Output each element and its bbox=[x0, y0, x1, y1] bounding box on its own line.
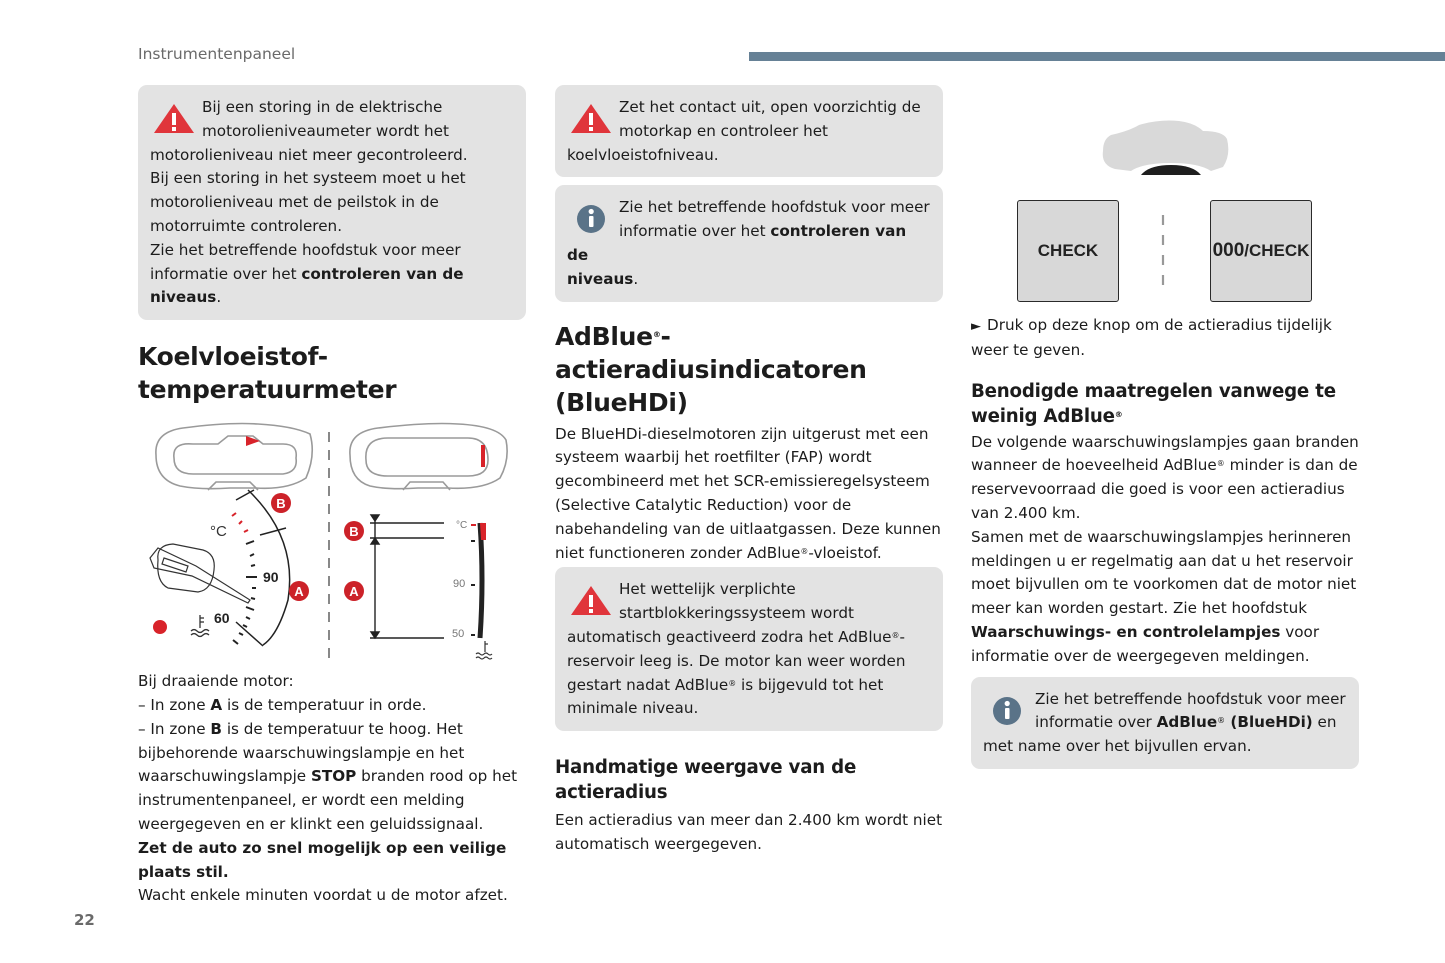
warning-box-oil-level bbox=[138, 85, 526, 320]
info-text-line1: Zie het betreffende hoofdstuk voor meer bbox=[1035, 689, 1346, 708]
info-text: informatie over bbox=[1035, 713, 1157, 732]
text: De BlueHDi-dieselmotoren zijn uitgerust met een systeem waarbij het roetfilter (FAP) wordt gecombineerd met het SCR-emissieregelsysteem (Selective Catalytic Reduction) voor de nabehandeling van de uitlaatgassen. Deze kunnen niet functioneren zonder AdBlue bbox=[555, 424, 941, 562]
info-text: . bbox=[633, 269, 639, 288]
text: minder is dan de reservevoorraad die goed is voor een actieradius van 2.400 km. bbox=[971, 456, 1358, 522]
zone-b-label: B bbox=[349, 524, 359, 540]
text: . bbox=[216, 288, 222, 307]
registered-mark: ® bbox=[800, 546, 809, 556]
heading-line: temperatuurmeter bbox=[138, 375, 397, 405]
check-button[interactable] bbox=[1017, 200, 1119, 302]
odometer-check-button[interactable] bbox=[1210, 200, 1312, 302]
zone-b-label: B bbox=[276, 496, 286, 512]
section-heading-coolant bbox=[138, 340, 526, 406]
text: is de temperatuur in orde. bbox=[222, 695, 427, 714]
info-text: en bbox=[1312, 713, 1337, 732]
low-adblue-paragraph-2 bbox=[971, 526, 1359, 669]
registered-mark: ® bbox=[652, 329, 661, 339]
cross-reference-link: (BlueHDi) bbox=[1225, 713, 1313, 732]
info-box-adblue bbox=[971, 677, 1359, 769]
odometer-reset-label: 000 bbox=[1212, 240, 1245, 261]
zone-label: B bbox=[210, 719, 222, 738]
text: -vloeistof. bbox=[808, 543, 882, 562]
registered-mark: ® bbox=[1114, 409, 1123, 419]
warning-text-line1: Zet het contact uit, open voorzichtig de bbox=[619, 98, 921, 116]
section-heading-adblue bbox=[555, 320, 943, 419]
running-header: Instrumentenpaneel bbox=[138, 45, 296, 63]
cross-reference-link: controleren van de niveaus bbox=[150, 264, 464, 307]
coolant-temperature-icon bbox=[476, 641, 492, 659]
registered-mark: ® bbox=[728, 678, 737, 688]
divider-dashed bbox=[1160, 215, 1166, 285]
gauge-label-90: 90 bbox=[263, 569, 279, 586]
right-scale-bar bbox=[471, 523, 486, 638]
coolant-temperature-icon bbox=[191, 615, 209, 637]
step-text: Druk op deze knop om de actieradius tijdelijk weer te geven. bbox=[971, 316, 1332, 359]
adblue-intro-paragraph bbox=[555, 423, 943, 566]
car-dashboard-silhouette-icon bbox=[1099, 117, 1239, 177]
right-scale-50: 50 bbox=[452, 628, 465, 641]
warning-text-rest: motorolieniveau niet meer gecontroleerd. bbox=[150, 145, 468, 164]
registered-mark: ® bbox=[1217, 716, 1226, 726]
column-2 bbox=[555, 85, 943, 857]
dashboard-outline-left bbox=[156, 424, 312, 491]
warning-text: automatisch geactiveerd zodra het AdBlue bbox=[567, 627, 892, 646]
check-button-diagram bbox=[971, 85, 1359, 305]
step-bullet-icon: ► bbox=[971, 319, 981, 334]
warning-text-line1: Bij een storing in de elektrische bbox=[202, 98, 443, 116]
coolant-body bbox=[138, 670, 526, 908]
zone-a-badge-left bbox=[289, 581, 309, 601]
heading-text: Benodigde maatregelen vanwege te weinig AdBlue bbox=[971, 380, 1336, 427]
subheading-manual-range: Handmatige weergave van de actieradius bbox=[555, 757, 857, 804]
heading-line: AdBlue bbox=[555, 321, 653, 351]
zone-a-label: A bbox=[294, 584, 304, 600]
page-number: 22 bbox=[74, 911, 95, 929]
red-pointer-marker bbox=[246, 436, 260, 446]
red-level-bar bbox=[481, 445, 485, 467]
check-button-label: CHECK bbox=[1037, 241, 1099, 260]
warning-text-p3 bbox=[150, 241, 464, 307]
registered-mark: ® bbox=[1216, 459, 1225, 469]
right-scale-celsius: °C bbox=[456, 520, 468, 532]
zone-b-badge-left bbox=[271, 493, 291, 513]
stop-label: STOP bbox=[310, 767, 357, 786]
cross-reference-link: Waarschuwings- en controlelampjes bbox=[971, 622, 1281, 641]
zone-label: A bbox=[210, 695, 223, 714]
info-circle-icon bbox=[569, 202, 613, 234]
text: Zie het betreffende hoofdstuk voor meer informatie over het bbox=[150, 240, 461, 283]
subheading-low-adblue bbox=[971, 379, 1359, 429]
warning-text: -reservoir leeg is. De motor kan weer worden gestart nadat AdBlue bbox=[567, 627, 906, 694]
text: – In zone bbox=[138, 695, 211, 714]
text: Samen met de waarschuwingslampjes herinneren meldingen u er regelmatig aan dat u het reservoir moet bijvullen om te voorkomen dat de motor niet meer kan worden gestart. Zie het hoofdstuk bbox=[971, 527, 1357, 618]
safety-instruction: Zet de auto zo snel mogelijk op een veilige plaats stil. bbox=[138, 838, 507, 881]
info-text: informatie over het bbox=[619, 222, 771, 241]
info-circle-icon bbox=[985, 694, 1029, 726]
gauge-label-celsius: °C bbox=[210, 523, 227, 541]
right-scale-90: 90 bbox=[453, 578, 466, 591]
warning-box-coolant-level bbox=[555, 85, 943, 177]
heading-line: - bbox=[660, 321, 671, 351]
odometer-check-label bbox=[1213, 240, 1310, 262]
cross-reference-link: controleren van de bbox=[567, 222, 907, 264]
red-dot-icon bbox=[153, 620, 167, 634]
cross-reference-link: niveaus bbox=[567, 269, 634, 288]
header-accent-bar bbox=[749, 52, 1445, 61]
gauge-ticks bbox=[233, 541, 257, 644]
heading-line: (BlueHDi) bbox=[555, 387, 688, 417]
warning-text-line1: Het wettelijk verplichte bbox=[619, 580, 796, 599]
text: voor informatie over de weergegeven meldingen. bbox=[971, 622, 1320, 665]
range-lines-right bbox=[370, 515, 444, 638]
text: – In zone bbox=[138, 719, 211, 738]
closing-text: Wacht enkele minuten voordat u de motor afzet. bbox=[138, 886, 508, 905]
heading-line: Koelvloeistof- bbox=[138, 342, 328, 372]
warning-text-rest: koelvloeistofniveau. bbox=[567, 145, 719, 164]
zone-a-badge-right bbox=[344, 581, 364, 601]
info-box-levels bbox=[555, 185, 943, 301]
list-item-zone-b bbox=[138, 720, 517, 833]
gauge-arc-left bbox=[236, 490, 290, 646]
zone-b-badge-right bbox=[344, 521, 364, 541]
zone-a-label: A bbox=[349, 584, 359, 600]
warning-triangle-icon bbox=[569, 102, 613, 134]
step-instruction bbox=[971, 314, 1359, 363]
coolant-gauge-diagram bbox=[138, 420, 526, 660]
list-item-zone-a bbox=[138, 696, 426, 714]
warning-text-p2: Bij een storing in het systeem moet u het motorolieniveau met de peilstok in de motorruimte controleren. bbox=[150, 169, 466, 235]
low-adblue-paragraph-1 bbox=[971, 431, 1359, 526]
info-text-rest: met name over het bijvullen ervan. bbox=[983, 737, 1252, 756]
gauge-ticks-red bbox=[232, 513, 248, 532]
column-3 bbox=[971, 85, 1359, 769]
cross-reference-link: AdBlue bbox=[1156, 713, 1218, 732]
column-1 bbox=[138, 85, 526, 908]
manual-range-text: Een actieradius van meer dan 2.400 km wordt niet automatisch weergegeven. bbox=[555, 811, 943, 853]
warning-box-start-block bbox=[555, 567, 943, 731]
intro-text: Bij draaiende motor: bbox=[138, 672, 294, 691]
text: is de temperatuur te hoog. Het bijbehorende waarschuwingslampje en het waarschuwingslampje bbox=[138, 719, 465, 786]
warning-text-line2: startblokkeringssysteem wordt bbox=[619, 604, 854, 623]
warning-text: is bijgevuld tot het minimale niveau. bbox=[567, 675, 884, 718]
warning-triangle-icon bbox=[569, 584, 613, 616]
heading-line: actieradiusindicatoren bbox=[555, 354, 867, 384]
warning-triangle-icon bbox=[152, 102, 196, 134]
text: branden rood op het instrumentenpaneel, er wordt een melding weergegeven en er klinkt een geluidssignaal. bbox=[138, 767, 518, 833]
check-label: /CHECK bbox=[1244, 241, 1310, 260]
warning-text-line2: motorolieniveaumeter wordt het bbox=[202, 121, 449, 140]
warning-text-line2: motorkap en controleer het bbox=[619, 121, 829, 140]
gauge-label-60: 60 bbox=[214, 610, 230, 627]
text: De volgende waarschuwingslampjes gaan branden wanneer de hoeveelheid AdBlue bbox=[971, 432, 1359, 475]
gauge-needle bbox=[150, 544, 250, 603]
info-text-line1: Zie het betreffende hoofdstuk voor meer bbox=[619, 198, 930, 217]
registered-mark: ® bbox=[891, 630, 900, 640]
